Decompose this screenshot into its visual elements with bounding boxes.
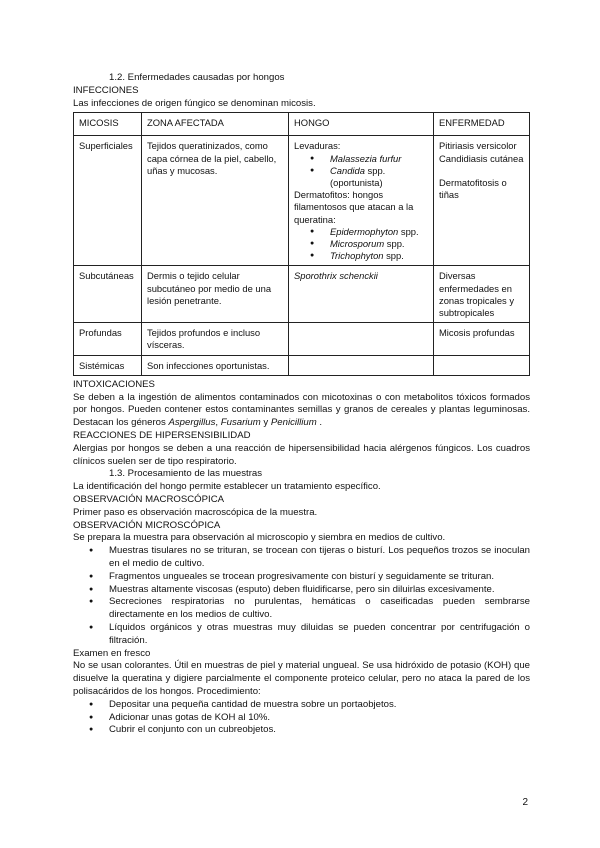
disease-cell: Micosis profundas [434,323,530,355]
zone-cell: Dermis o tejido celular subcutáneo por medio de una lesión penetrante. [142,266,289,323]
header-enfermedad: ENFERMEDAD [434,113,530,136]
intoxicaciones-text: Se deben a la ingestión de alimentos contaminados con micotoxinas o con metabolitos tóxicos formados por hongos. Pueden contener estos contaminantes semillas y granos de cereales y plantas leguminosas. Destacan los géneros Aspergillus, Fusarium y Penicillium . [73,391,530,429]
infecciones-intro: Las infecciones de origen fúngico se denominan micosis. [73,97,316,109]
list-item: ● Adicionar unas gotas de KOH al 10%. [89,712,530,725]
levaduras-list [294,153,428,190]
zone-cell: Tejidos queratinizados, como capa córnea de la piel, cabello, uñas y mucosas. [142,136,289,266]
list-item: ● Muestras altamente viscosas (esputo) deben fluidificarse, pero sin diluirlas excesivamente. [89,584,530,597]
micosis-type: Sistémicas [74,355,142,375]
document-page [73,72,530,737]
disease-cell: Diversas enfermedades en zonas tropicales y subtropicales [434,266,530,323]
table-row [74,355,530,375]
list-item: ● Depositar una pequeña cantidad de muestra sobre un portaobjetos. [89,699,530,712]
procedure-list [73,699,530,737]
fungus-cell [289,136,434,266]
section-1-3-heading: 1.3. Procesamiento de las muestras [109,468,263,480]
disease-cell [434,355,530,375]
dermatofitos-list [294,226,428,263]
micosis-type: Profundas [74,323,142,355]
microscopica-text: Se prepara la muestra para observación al microscopio y siembra en medios de cultivo. [73,532,446,544]
page-number: 2 [522,797,528,808]
hipersensibilidad-heading: REACCIONES DE HIPERSENSIBILIDAD [73,430,251,442]
fresco-heading: Examen en fresco [73,647,151,659]
disease-cell: Pitiriasis versicolor Candidiasis cutánea Dermatofitosis o tiñas [434,136,530,266]
list-item: ● Líquidos orgánicos y otras muestras muy diluidas se pueden concentrar por centrifugación o filtración. [89,622,530,648]
list-item: ● Malassezia furfur [310,153,428,165]
header-micosis: MICOSIS [74,113,142,136]
table-row [74,266,530,323]
fungus-cell [289,355,434,375]
table-header-row [74,113,530,136]
list-item: ● Muestras tisulares no se trituran, se trocean con tijeras o bisturí. Los pequeños trozos se inoculan en el medio de cultivo. [89,545,530,571]
fungus-cell: Sporothrix schenckii [289,266,434,323]
list-item: ● Candida spp. (oportunista) [310,165,428,189]
microscopica-heading: OBSERVACIÓN MICROSCÓPICA [73,519,221,531]
hipersensibilidad-text: Alergias por hongos se deben a una reacción de hipersensibilidad hacia alérgenos fúngicos. Los cuadros clínicos suelen ser de tipo respiratorio. [73,442,530,467]
micosis-type: Superficiales [74,136,142,266]
fresco-text: No se usan colorantes. Útil en muestras de piel y material ungueal. Se usa hidróxido de potasio (KOH) que disuelve la queratina y digiere parcialmente el componente proteico celular, pero no ataca la pared de los polisacáridos de los hongos. Procedimiento: [73,660,530,697]
intoxicaciones-heading: INTOXICACIONES [73,378,155,390]
header-zona: ZONA AFECTADA [142,113,289,136]
section-1-2-heading: 1.2. Enfermedades causadas por hongos [109,72,285,83]
list-item: ● Microsporum spp. [310,238,428,250]
zone-cell: Tejidos profundos e incluso vísceras. [142,323,289,355]
levaduras-label: Levaduras: [294,140,341,152]
list-item: ● Trichophyton spp. [310,250,428,262]
infecciones-heading: INFECCIONES [73,84,139,96]
list-item: ● Cubrir el conjunto con un cubreobjetos. [89,724,530,737]
list-item: ● Secreciones respiratorias no purulentas, hemáticas o caseificadas pueden sembrarse directamente en los medios de cultivo. [89,596,530,622]
micosis-type: Subcutáneas [74,266,142,323]
microscopica-list [73,545,530,647]
micosis-table [73,112,530,375]
macroscopica-text: Primer paso es observación macroscópica de la muestra. [73,506,318,518]
fungus-cell [289,323,434,355]
zone-cell: Son infecciones oportunistas. [142,355,289,375]
header-hongo: HONGO [289,113,434,136]
list-item: ● Fragmentos ungueales se trocean progresivamente con bisturí y seguidamente se trituran. [89,571,530,584]
dermatofitos-label: Dermatofitos: hongos filamentosos que atacan a la queratina: [294,189,414,225]
identificacion-text: La identificación del hongo permite establecer un tratamiento específico. [73,481,381,493]
macroscopica-heading: OBSERVACIÓN MACROSCÓPICA [73,494,225,506]
list-item: ● Epidermophyton spp. [310,226,428,238]
table-row [74,136,530,266]
table-row [74,323,530,355]
